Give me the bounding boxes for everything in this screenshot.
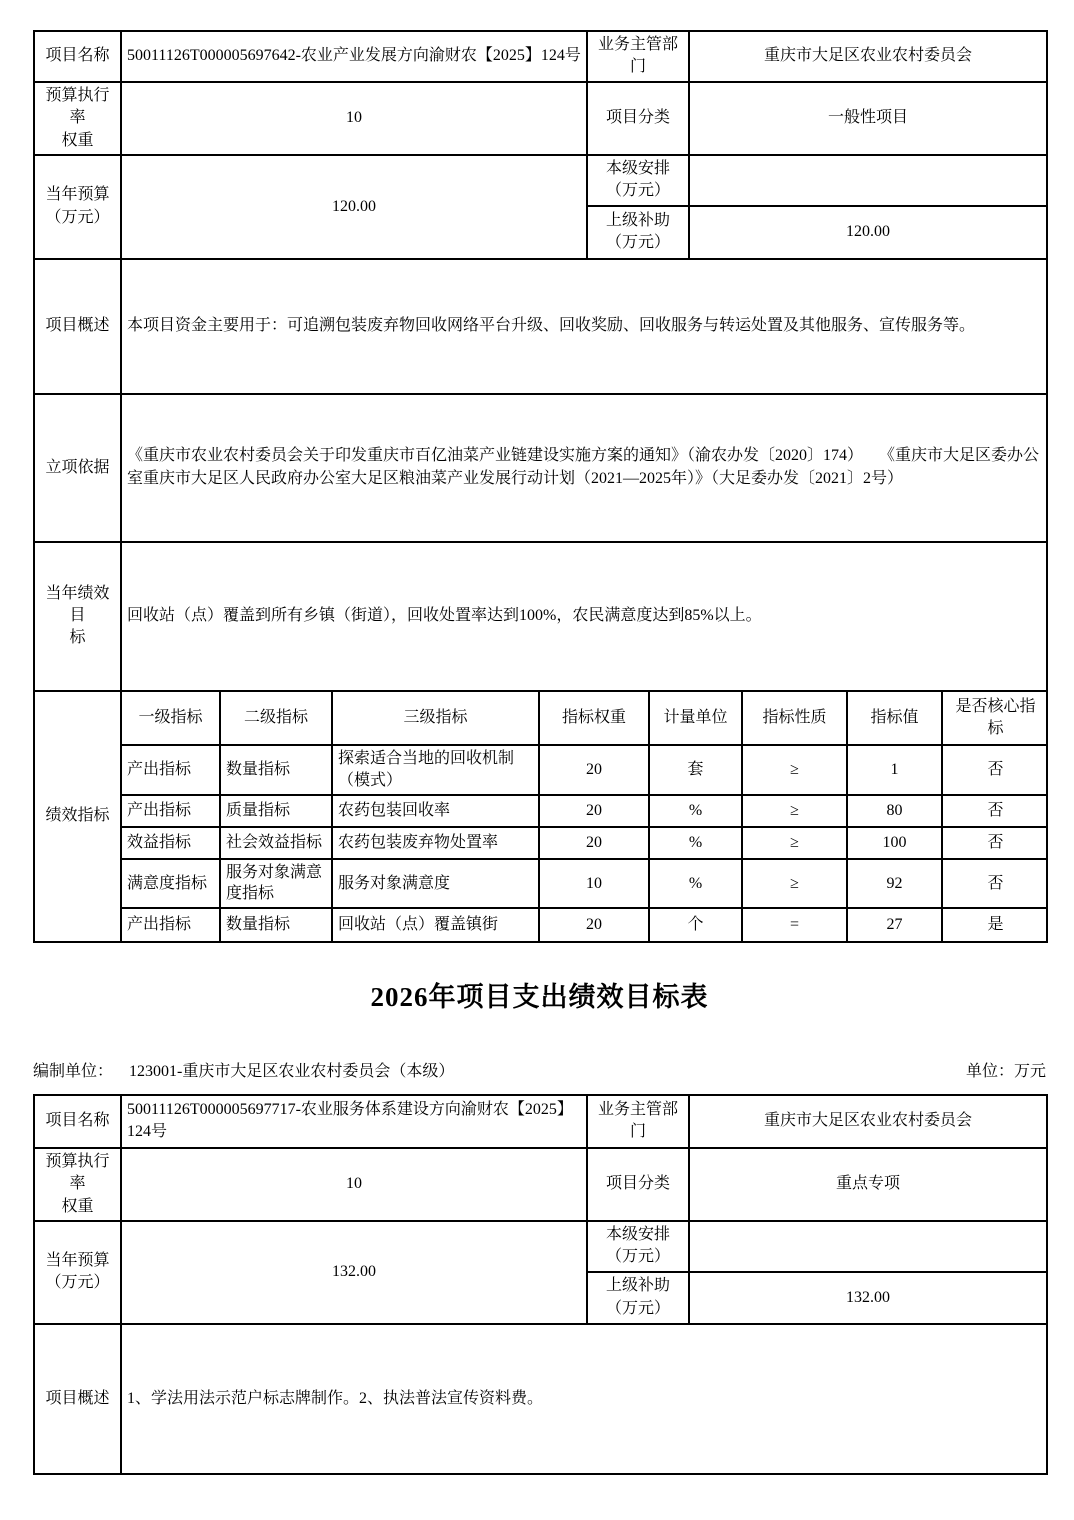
t1-dept-label: 业务主管部 门	[587, 31, 689, 82]
indicator-row	[122, 745, 1047, 795]
indicator-cell: ≥	[742, 827, 847, 859]
t1-indicators-cell	[121, 691, 1047, 942]
indicator-cell: 社会效益指标	[220, 827, 332, 859]
indicator-cell: 20	[539, 795, 649, 827]
indicator-cell: 20	[539, 908, 649, 941]
t1-project-name-value: 50011126T000005697642-农业产业发展方向渝财农【2025】124号	[121, 31, 587, 82]
indicator-header-row	[122, 692, 1047, 745]
indicator-cell: 数量指标	[220, 908, 332, 941]
indicator-row	[122, 859, 1047, 908]
t2-budget-weight-value: 10	[121, 1148, 587, 1221]
performance-table-2	[33, 1094, 1048, 1475]
indicator-cell: 质量指标	[220, 795, 332, 827]
performance-table-1	[33, 30, 1048, 943]
indicator-cell: 满意度指标	[122, 859, 220, 908]
indicator-cell: 服务对象满意度	[332, 859, 539, 908]
indicator-cell: 产出指标	[122, 795, 220, 827]
indicator-cell: 数量指标	[220, 745, 332, 795]
indicator-cell: 27	[847, 908, 942, 941]
indicator-row	[122, 827, 1047, 859]
unit-label: 单位：万元	[965, 1062, 1046, 1080]
indicator-header-level1: 一级指标	[122, 692, 220, 745]
indicator-cell: 10	[539, 859, 649, 908]
t1-project-name-label: 项目名称	[34, 31, 121, 82]
t1-basis-label: 立项依据	[34, 394, 121, 542]
indicator-cell: 80	[847, 795, 942, 827]
t2-overview-label: 项目概述	[34, 1324, 121, 1474]
indicator-cell: =	[742, 908, 847, 941]
t2-overview-value: 1、学法用法示范户标志牌制作。2、执法普法宣传资料费。	[121, 1324, 1047, 1474]
indicator-cell: ≥	[742, 745, 847, 795]
t2-superior-subsidy-label: 上级补助 （万元）	[587, 1272, 689, 1324]
indicators-table	[122, 692, 1047, 941]
t1-local-arrangement-value	[689, 155, 1047, 206]
indicator-cell: 服务对象满意度指标	[220, 859, 332, 908]
t1-category-label: 项目分类	[587, 82, 689, 155]
indicator-cell: 产出指标	[122, 908, 220, 941]
t2-dept-value: 重庆市大足区农业农村委员会	[689, 1095, 1047, 1148]
indicator-header-nature: 指标性质	[742, 692, 847, 745]
t2-local-arrangement-label: 本级安排 （万元）	[587, 1221, 689, 1272]
table-meta-row	[33, 1058, 1046, 1081]
indicator-cell: 是	[942, 908, 1047, 941]
indicator-header-weight: 指标权重	[539, 692, 649, 745]
indicator-cell: 效益指标	[122, 827, 220, 859]
indicator-row	[122, 908, 1047, 941]
t2-dept-label: 业务主管部 门	[587, 1095, 689, 1148]
t2-project-name-label: 项目名称	[34, 1095, 121, 1148]
indicator-cell: 否	[942, 795, 1047, 827]
page-title: 2026年项目支出绩效目标表	[370, 981, 709, 1012]
t1-local-arrangement-label: 本级安排 （万元）	[587, 155, 689, 206]
t2-project-name-value: 50011126T000005697717-农业服务体系建设方向渝财农【2025】124号	[121, 1095, 587, 1148]
indicator-header-core: 是否核心指 标	[942, 692, 1047, 745]
indicator-cell: 否	[942, 859, 1047, 908]
indicator-cell: 20	[539, 745, 649, 795]
indicator-cell: 否	[942, 745, 1047, 795]
indicator-cell: 套	[649, 745, 742, 795]
t1-indicators-label: 绩效指标	[34, 691, 121, 942]
t1-overview-label: 项目概述	[34, 259, 121, 394]
indicator-cell: 1	[847, 745, 942, 795]
t2-local-arrangement-value	[689, 1221, 1047, 1272]
indicator-cell: 个	[649, 908, 742, 941]
indicator-cell: %	[649, 859, 742, 908]
t1-dept-value: 重庆市大足区农业农村委员会	[689, 31, 1047, 82]
prepared-by-value: 123001-重庆市大足区农业农村委员会（本级）	[129, 1062, 455, 1080]
indicator-cell: %	[649, 795, 742, 827]
indicator-cell: 回收站（点）覆盖镇街	[332, 908, 539, 941]
indicator-cell: 农药包装废弃物处置率	[332, 827, 539, 859]
t1-budget-weight-value: 10	[121, 82, 587, 155]
t1-superior-subsidy-label: 上级补助 （万元）	[587, 206, 689, 259]
t1-annual-budget-value: 120.00	[121, 155, 587, 259]
indicator-header-value: 指标值	[847, 692, 942, 745]
indicator-cell: %	[649, 827, 742, 859]
t1-category-value: 一般性项目	[689, 82, 1047, 155]
prepared-by-label: 编制单位：	[33, 1062, 114, 1080]
indicator-cell: 100	[847, 827, 942, 859]
indicator-cell: 探索适合当地的回收机制（模式）	[332, 745, 539, 795]
indicator-cell: 20	[539, 827, 649, 859]
indicator-cell: 产出指标	[122, 745, 220, 795]
t1-annual-goal-label: 当年绩效目 标	[34, 542, 121, 691]
t1-superior-subsidy-value: 120.00	[689, 206, 1047, 259]
t1-budget-weight-label: 预算执行率 权重	[34, 82, 121, 155]
t1-annual-goal-value: 回收站（点）覆盖到所有乡镇（街道），回收处置率达到100%，农民满意度达到85%以上。	[121, 542, 1047, 691]
t1-overview-value: 本项目资金主要用于：可追溯包装废弃物回收网络平台升级、回收奖励、回收服务与转运处置及其他服务、宣传服务等。	[121, 259, 1047, 394]
t2-annual-budget-label: 当年预算 （万元）	[34, 1221, 121, 1324]
t2-annual-budget-value: 132.00	[121, 1221, 587, 1324]
t1-annual-budget-label: 当年预算 （万元）	[34, 155, 121, 259]
indicator-cell: ≥	[742, 859, 847, 908]
indicator-cell: ≥	[742, 795, 847, 827]
t2-budget-weight-label: 预算执行率 权重	[34, 1148, 121, 1221]
t2-superior-subsidy-value: 132.00	[689, 1272, 1047, 1324]
prepared-by	[33, 1058, 454, 1081]
indicator-cell: 92	[847, 859, 942, 908]
indicator-header-level2: 二级指标	[220, 692, 332, 745]
indicator-header-unit: 计量单位	[649, 692, 742, 745]
t2-category-label: 项目分类	[587, 1148, 689, 1221]
indicator-header-level3: 三级指标	[332, 692, 539, 745]
indicator-cell: 否	[942, 827, 1047, 859]
indicator-cell: 农药包装回收率	[332, 795, 539, 827]
t1-basis-value: 《重庆市农业农村委员会关于印发重庆市百亿油菜产业链建设实施方案的通知》（渝农办发〔2020〕174） 《重庆市大足区委办公室重庆市大足区人民政府办公室大足区粮油菜产业发展行动计划（2021—2025年）》（大足委办发〔2021〕2号）	[121, 394, 1047, 542]
t2-category-value: 重点专项	[689, 1148, 1047, 1221]
indicator-row	[122, 795, 1047, 827]
